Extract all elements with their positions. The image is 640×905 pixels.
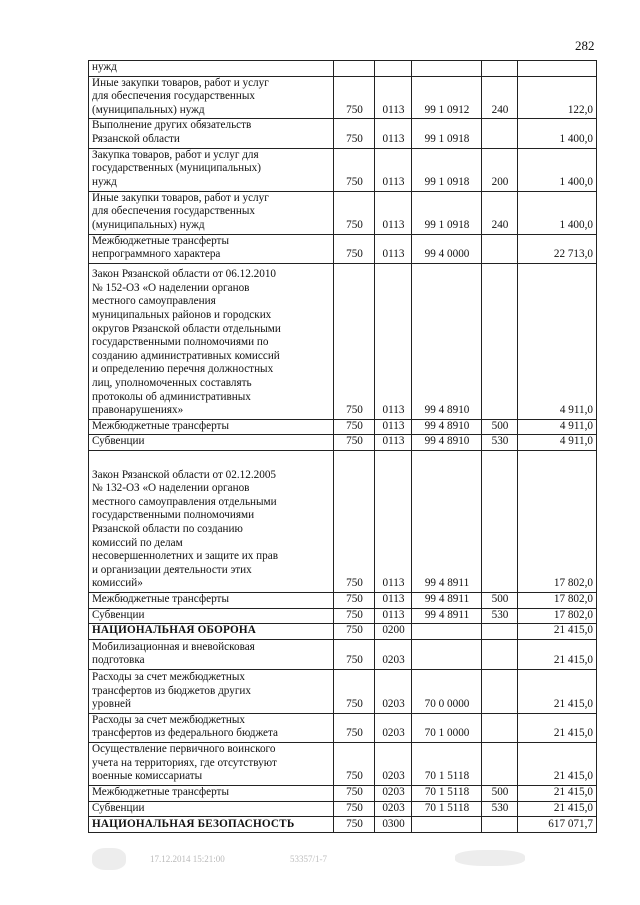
cell-sec: 0113: [375, 592, 412, 608]
cell-type: [482, 450, 518, 592]
cell-amount: 21 415,0: [518, 742, 597, 785]
table-row: [89, 608, 597, 624]
cell-sec: 0113: [375, 148, 412, 191]
cell-type: 200: [482, 148, 518, 191]
cell-gr: 750: [334, 608, 375, 624]
cell-art: [412, 817, 482, 833]
stamp-smudge-right: [455, 850, 525, 866]
cell-gr: 750: [334, 263, 375, 419]
table-row: [89, 263, 597, 419]
cell-gr: 750: [334, 639, 375, 669]
cell-name: Иные закупки товаров, работ и услуг для обеспечения государственных (муниципальных) нужд: [89, 191, 334, 234]
footer-timestamp: 17.12.2014 15:21:00: [150, 854, 225, 864]
cell-gr: 750: [334, 450, 375, 592]
cell-name: Межбюджетные трансферты: [89, 419, 334, 435]
cell-sec: 0203: [375, 669, 412, 713]
cell-name: Закон Рязанской области от 02.12.2005 № 132-ОЗ «О наделении органов местного самоуправления отдельными государственными полномочиями Рязанской области по созданию комиссий по делам несовершеннолетних и защите их прав и организации деятельности этих комиссий»: [89, 450, 334, 592]
cell-gr: 750: [334, 234, 375, 263]
table-row: [89, 785, 597, 801]
cell-sec: 0203: [375, 801, 412, 817]
cell-amount: 22 713,0: [518, 234, 597, 263]
cell-name: Мобилизационная и вневойсковая подготовка: [89, 639, 334, 669]
cell-art: [412, 61, 482, 77]
cell-amount: 21 415,0: [518, 624, 597, 640]
cell-name: Межбюджетные трансферты непрограммного характера: [89, 234, 334, 263]
cell-gr: 750: [334, 742, 375, 785]
cell-gr: 750: [334, 713, 375, 742]
cell-type: [482, 639, 518, 669]
cell-gr: 750: [334, 119, 375, 148]
cell-sec: 0113: [375, 608, 412, 624]
cell-sec: 0113: [375, 191, 412, 234]
cell-gr: 750: [334, 817, 375, 833]
cell-gr: 750: [334, 435, 375, 451]
table-row: [89, 669, 597, 713]
cell-amount: 1 400,0: [518, 148, 597, 191]
table-row: [89, 191, 597, 234]
cell-gr: 750: [334, 76, 375, 119]
cell-type: 500: [482, 419, 518, 435]
cell-amount: 21 415,0: [518, 801, 597, 817]
cell-name: Иные закупки товаров, работ и услуг для обеспечения государственных (муниципальных) нужд: [89, 76, 334, 119]
cell-gr: 750: [334, 624, 375, 640]
stamp-smudge-left: [92, 848, 126, 870]
cell-sec: 0113: [375, 419, 412, 435]
cell-amount: 1 400,0: [518, 119, 597, 148]
cell-type: [482, 713, 518, 742]
cell-name: НАЦИОНАЛЬНАЯ БЕЗОПАСНОСТЬ: [89, 817, 334, 833]
footer-code: 53357/1-7: [290, 854, 327, 864]
page-number: 282: [575, 38, 595, 53]
table-row: [89, 592, 597, 608]
cell-gr: [334, 61, 375, 77]
cell-sec: 0113: [375, 263, 412, 419]
cell-art: 99 4 8911: [412, 450, 482, 592]
cell-gr: 750: [334, 669, 375, 713]
cell-name: нужд: [89, 61, 334, 77]
cell-name: Субвенции: [89, 435, 334, 451]
cell-sec: 0203: [375, 639, 412, 669]
cell-name: Расходы за счет межбюджетных трансфертов из бюджетов других уровней: [89, 669, 334, 713]
cell-name: Закон Рязанской области от 06.12.2010 № 152-ОЗ «О наделении органов местного самоуправления муниципальных районов и городских округов Рязанской области отдельными государственными полномочиями по созданию административных комиссий и определению перечня должностных лиц, уполномоченных составлять протоколы об административных правонарушениях»: [89, 263, 334, 419]
cell-type: 500: [482, 785, 518, 801]
table-row: [89, 639, 597, 669]
cell-gr: 750: [334, 592, 375, 608]
cell-type: [482, 119, 518, 148]
cell-type: 500: [482, 592, 518, 608]
cell-art: 70 0 0000: [412, 669, 482, 713]
cell-name: Выполнение других обязательств Рязанской области: [89, 119, 334, 148]
cell-gr: 750: [334, 785, 375, 801]
cell-gr: 750: [334, 419, 375, 435]
cell-type: 530: [482, 435, 518, 451]
table-row: [89, 742, 597, 785]
cell-art: 99 1 0912: [412, 76, 482, 119]
cell-art: 70 1 0000: [412, 713, 482, 742]
cell-art: 99 1 0918: [412, 148, 482, 191]
cell-art: 99 4 0000: [412, 234, 482, 263]
cell-type: [482, 624, 518, 640]
cell-sec: 0113: [375, 234, 412, 263]
cell-art: 99 4 8911: [412, 592, 482, 608]
cell-amount: 21 415,0: [518, 713, 597, 742]
cell-art: [412, 639, 482, 669]
table-body: [89, 61, 597, 833]
cell-art: 70 1 5118: [412, 801, 482, 817]
cell-amount: 21 415,0: [518, 669, 597, 713]
table-row: [89, 435, 597, 451]
cell-amount: 122,0: [518, 76, 597, 119]
cell-type: [482, 234, 518, 263]
cell-type: 240: [482, 76, 518, 119]
cell-art: 99 1 0918: [412, 191, 482, 234]
cell-art: 99 1 0918: [412, 119, 482, 148]
table-row: [89, 801, 597, 817]
cell-gr: 750: [334, 148, 375, 191]
table-row: [89, 61, 597, 77]
cell-sec: 0200: [375, 624, 412, 640]
table-row: [89, 76, 597, 119]
cell-amount: 21 415,0: [518, 785, 597, 801]
cell-amount: 4 911,0: [518, 435, 597, 451]
table-row: [89, 624, 597, 640]
cell-sec: 0300: [375, 817, 412, 833]
cell-sec: 0113: [375, 76, 412, 119]
cell-gr: 750: [334, 801, 375, 817]
cell-name: НАЦИОНАЛЬНАЯ ОБОРОНА: [89, 624, 334, 640]
cell-sec: 0113: [375, 119, 412, 148]
cell-name: Расходы за счет межбюджетных трансфертов из федерального бюджета: [89, 713, 334, 742]
cell-art: 70 1 5118: [412, 742, 482, 785]
table-row: [89, 119, 597, 148]
cell-art: [412, 624, 482, 640]
budget-table: [88, 60, 597, 833]
cell-amount: 4 911,0: [518, 419, 597, 435]
cell-amount: 17 802,0: [518, 592, 597, 608]
cell-sec: 0113: [375, 450, 412, 592]
cell-sec: 0203: [375, 742, 412, 785]
table-row: [89, 234, 597, 263]
cell-sec: 0203: [375, 713, 412, 742]
cell-gr: 750: [334, 191, 375, 234]
cell-sec: [375, 61, 412, 77]
cell-name: Субвенции: [89, 801, 334, 817]
table-row: [89, 148, 597, 191]
cell-art: 99 4 8910: [412, 263, 482, 419]
cell-type: 530: [482, 801, 518, 817]
cell-art: 70 1 5118: [412, 785, 482, 801]
cell-amount: 617 071,7: [518, 817, 597, 833]
table-row: [89, 419, 597, 435]
cell-name: Осуществление первичного воинского учета на территориях, где отсутствуют военные комиссариаты: [89, 742, 334, 785]
table-row: [89, 450, 597, 592]
cell-amount: 1 400,0: [518, 191, 597, 234]
cell-amount: 4 911,0: [518, 263, 597, 419]
cell-type: [482, 742, 518, 785]
cell-art: 99 4 8911: [412, 608, 482, 624]
cell-type: [482, 669, 518, 713]
cell-type: [482, 817, 518, 833]
cell-type: 530: [482, 608, 518, 624]
cell-type: [482, 61, 518, 77]
cell-sec: 0203: [375, 785, 412, 801]
cell-name: Закупка товаров, работ и услуг для государственных (муниципальных) нужд: [89, 148, 334, 191]
cell-type: 240: [482, 191, 518, 234]
cell-name: Субвенции: [89, 608, 334, 624]
cell-name: Межбюджетные трансферты: [89, 592, 334, 608]
table-row: [89, 817, 597, 833]
cell-name: Межбюджетные трансферты: [89, 785, 334, 801]
cell-amount: 17 802,0: [518, 608, 597, 624]
cell-amount: 21 415,0: [518, 639, 597, 669]
cell-amount: 17 802,0: [518, 450, 597, 592]
cell-art: 99 4 8910: [412, 419, 482, 435]
cell-art: 99 4 8910: [412, 435, 482, 451]
cell-sec: 0113: [375, 435, 412, 451]
cell-amount: [518, 61, 597, 77]
cell-type: [482, 263, 518, 419]
table-row: [89, 713, 597, 742]
